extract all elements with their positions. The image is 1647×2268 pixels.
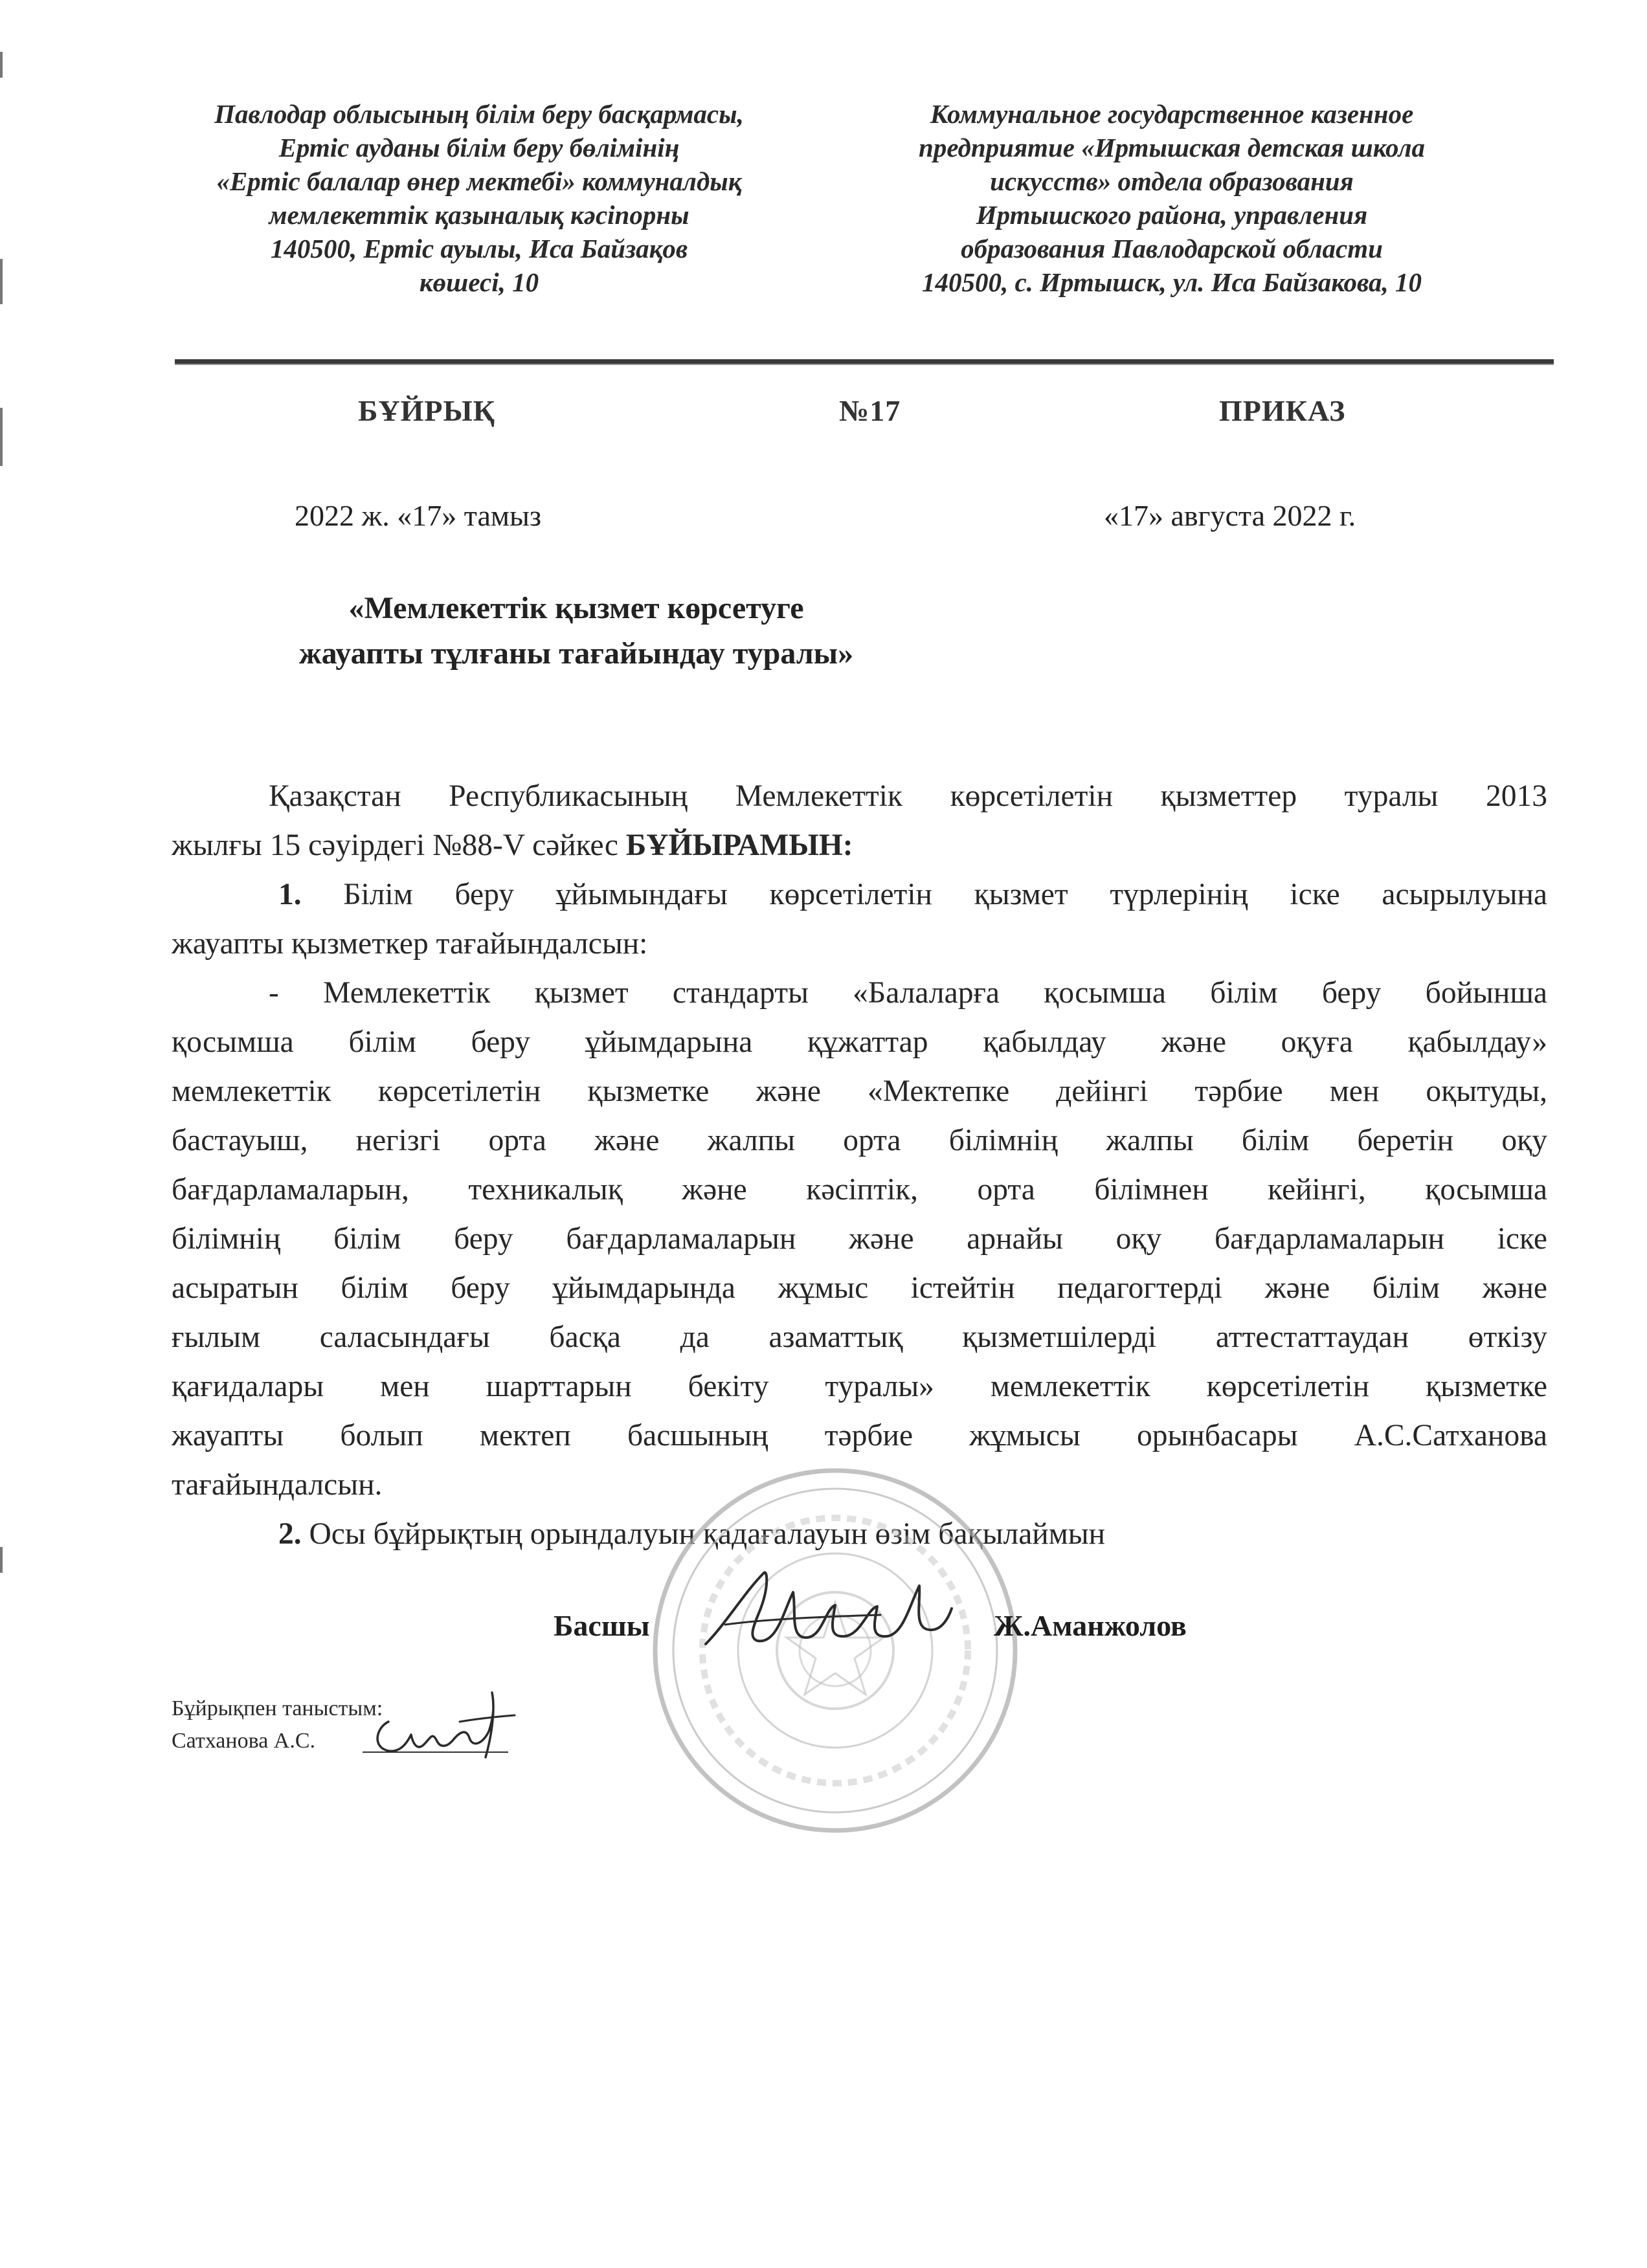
order-number: №17 [839, 394, 901, 427]
title-kazakh: БҰЙРЫҚ [358, 394, 496, 427]
body-line: Қазақстан Республикасының Мемлекеттік көрсетілетін қызметтер туралы 2013 [269, 779, 1547, 813]
body-text: Осы бұйрықтың орындалуын қадағалауын өзім бақылаймын [301, 1517, 1106, 1551]
body-text: Білім беру ұйымындағы көрсетілетін қызмет түрлерінің іске асырылуына [301, 878, 1547, 911]
order-keyword: БҰЙЫРАМЫН: [625, 828, 853, 862]
header-line: Иртышского района, управления [976, 200, 1368, 230]
item-number: 2. [278, 1517, 302, 1551]
body-line: білімнің білім беру бағдарламаларын және арнайы оқу бағдарламаларын іске [172, 1222, 1547, 1256]
header-line: Коммунальное государственное казенное [930, 99, 1414, 129]
body-line [172, 821, 1547, 870]
body-line: жауапты қызметкер тағайындалсын: [172, 927, 648, 961]
acknowledgement-block [172, 1693, 383, 1757]
body-line: жауапты болып мектеп басшының тәрбие жұмысы орынбасары А.С.Сатханова [172, 1419, 1547, 1452]
body-text: жылғы 15 сәуірдегі №88-V сәйкес [172, 828, 626, 862]
item-number: 1. [278, 878, 302, 911]
body-line: қосымша білім беру ұйымдарына құжаттар қабылдау және оқуға қабылдау» [172, 1025, 1547, 1059]
acknowledgement-label: Бұйрықпен таныстым: [172, 1696, 383, 1720]
header-line: Ертіс ауданы білім беру бөлімінің [278, 133, 680, 162]
header-line: «Ертіс балалар өнер мектебі» коммуналдық [216, 166, 742, 196]
header-divider [175, 359, 1554, 365]
signatory-name: Ж.Аманжолов [994, 1609, 1187, 1642]
header-line: Павлодар облысының білім беру басқармасы, [214, 99, 744, 129]
body-line: асыратын білім беру ұйымдарында жұмыс істейтін педагогтерді және білім және [172, 1271, 1547, 1305]
subject-line: «Мемлекеттік қызмет көрсетуге [348, 591, 804, 625]
body-line: қағидалары мен шарттарын бекіту туралы» мемлекеттік көрсетілетін қызметке [172, 1370, 1547, 1403]
signatory-role: Басшы [554, 1609, 650, 1642]
scan-edge-mark [0, 52, 3, 78]
header-line: искусств» отдела образования [990, 166, 1354, 196]
body-line: ғылым саласындағы басқа да азаматтық қызметшілерді аттестаттаудан өткізу [172, 1320, 1547, 1354]
header-line: образования Павлодарской области [961, 234, 1383, 263]
subject-line: жауапты тұлғаны тағайындау туралы» [298, 636, 854, 671]
header-line: 140500, Ертіс ауылы, Иса Байзақов [270, 234, 688, 263]
body-line: - Мемлекеттік қызмет стандарты «Балаларға қосымша білім беру бойынша [269, 976, 1547, 1010]
body-line: бастауыш, негізгі орта және жалпы орта білімнің жалпы білім беретін оқу [172, 1124, 1547, 1157]
scan-edge-mark [0, 259, 3, 304]
header-line: көшесі, 10 [419, 267, 539, 297]
scan-edge-mark [0, 1547, 3, 1573]
director-signature [686, 1547, 958, 1676]
date-kazakh: 2022 ж. «17» тамыз [295, 499, 542, 532]
header-line: 140500, с. Иртышск, ул. Иса Байзакова, 10 [921, 267, 1422, 297]
header-kazakh [142, 97, 816, 299]
body-line: бағдарламаларын, техникалық және кәсіптік, орта білімнен кейінгі, қосымша [172, 1173, 1547, 1206]
order-body [172, 772, 1547, 1559]
title-russian: ПРИКАЗ [1219, 394, 1346, 427]
header-line: мемлекеттік қазыналық кәсіпорны [269, 200, 689, 230]
body-line [172, 870, 1547, 919]
body-line: тағайындалсын. [172, 1468, 383, 1502]
date-russian: «17» августа 2022 г. [1104, 499, 1356, 532]
acknowledgement-signature [363, 1683, 518, 1761]
scan-edge-mark [0, 408, 3, 466]
order-subject [220, 586, 932, 676]
body-line: мемлекеттік көрсетілетін қызметке және «Мектепке дейінгі тәрбие мен оқытуды, [172, 1074, 1547, 1108]
header-line: предприятие «Иртышская детская школа [919, 133, 1425, 162]
header-russian [842, 97, 1502, 299]
acknowledgement-name: Сатханова А.С. [172, 1729, 316, 1753]
